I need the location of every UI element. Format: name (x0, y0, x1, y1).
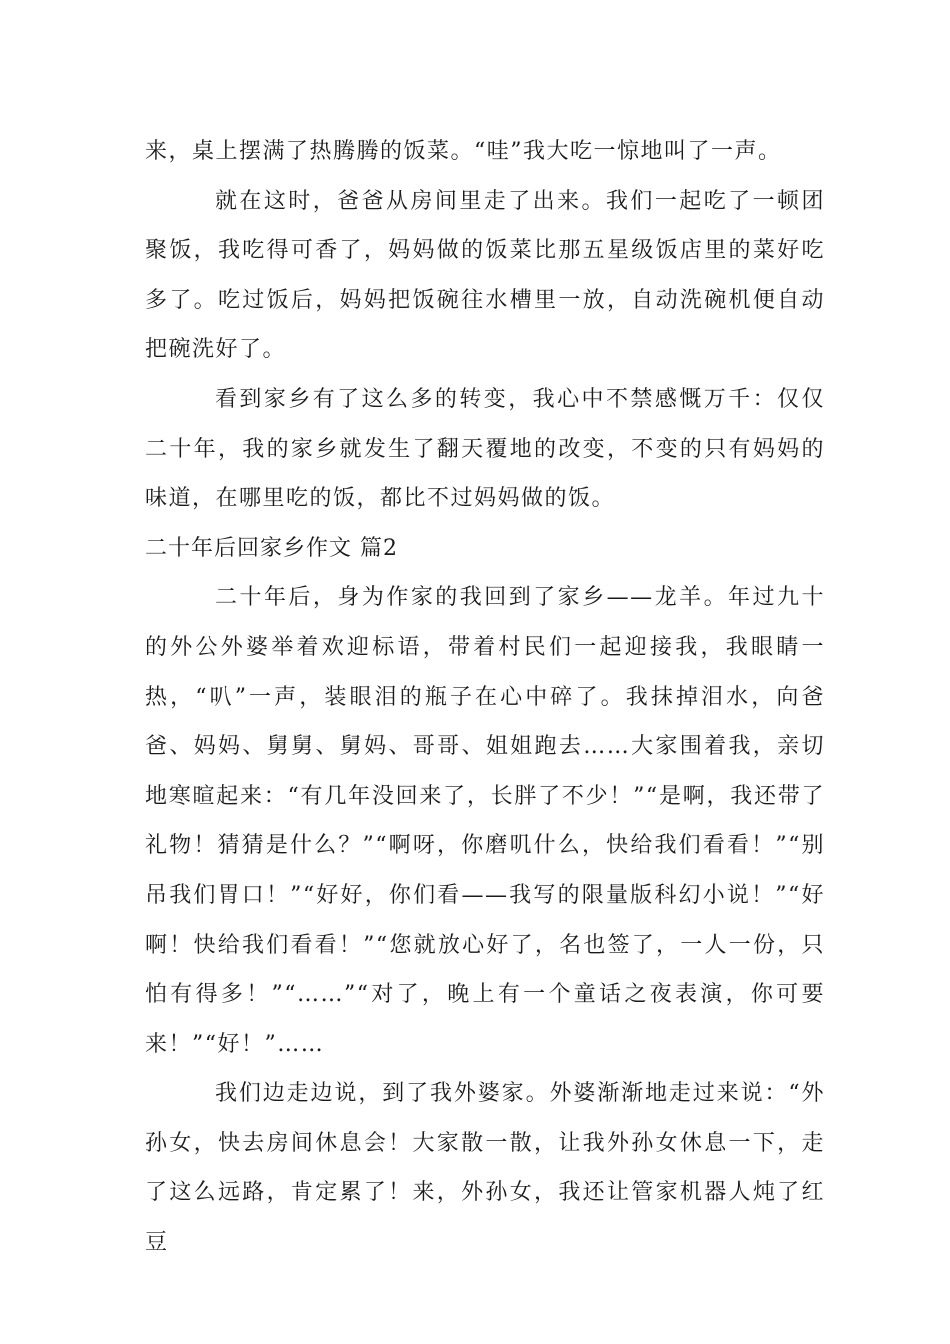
paragraph-reunion-dinner: 就在这时，爸爸从房间里走了出来。我们一起吃了一顿团聚饭，我吃得可香了，妈妈做的饭菜比那五星级饭店里的菜好吃多了。吃过饭后，妈妈把饭碗往水槽里一放，自动洗碗机便自动把碗洗好了。 (145, 188, 825, 363)
section-heading: 二十年后回家乡作文 篇2 (145, 535, 398, 561)
paragraph-continuation: 来，桌上摆满了热腾腾的饭菜。“哇”我大吃一惊地叫了一声。 (145, 139, 782, 164)
paragraph-homecoming: 二十年后，身为作家的我回到了家乡——龙羊。年过九十的外公外婆举着欢迎标语，带着村民们一起迎接我，我眼睛一热，“叭”一声，装眼泪的瓶子在心中碎了。我抹掉泪水，向爸爸、妈妈、舅舅、舅妈、哥哥、姐姐跑去……大家围着我，亲切地寒暄起来：“有几年没回来了，长胖了不少！”“是啊，我还带了礼物！猜猜是什么？”“啊呀，你磨叽什么，快给我们看看！”“别吊我们胃口！”“好好，你们看——我写的限量版科幻小说！”“好啊！快给我们看看！”“您就放心好了，名也签了，一人一份，只怕有得多！”“……”“对了，晚上有一个童话之夜表演，你可要来！”“好！”…… (145, 585, 825, 1057)
document-body (145, 127, 825, 1268)
paragraph-reflection: 看到家乡有了这么多的转变，我心中不禁感慨万千：仅仅二十年，我的家乡就发生了翻天覆地的改变，不变的只有妈妈的味道，在哪里吃的饭，都比不过妈妈做的饭。 (145, 386, 825, 512)
paragraph-grandma-house: 我们边走边说，到了我外婆家。外婆渐渐地走过来说：“外孙女，快去房间休息会！大家散一散，让我外孙女休息一下，走了这么远路，肯定累了！来，外孙女，我还让管家机器人炖了红豆 (145, 1081, 825, 1256)
